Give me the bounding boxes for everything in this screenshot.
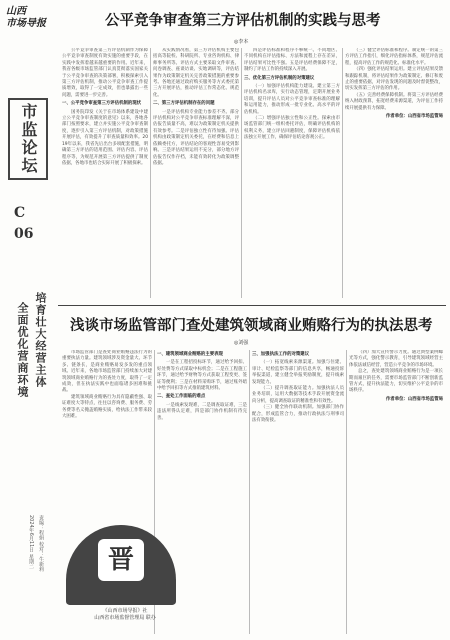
paragraph: （四）加大宣传警示力度。通过典型案例曝光等方式，强化警示教育，引导建筑领域经营主体依法诚信经营，营造公平竞争的市场环境。 <box>349 350 443 368</box>
page-credits <box>24 515 52 625</box>
article-1-column-4 <box>345 48 443 298</box>
paragraph: （一）加强评估机构能力建设。建立第三方评估机构名录库，实行动态管理，定期开展业务培训，提升评估人员对公平竞争审查标准的理解和运用能力，推动形成一批专业化、高水平的评估机构。 <box>244 84 340 115</box>
paragraph: （五）完善经费保障机制。将第三方评估经费纳入财政预算，拓宽经费来源渠道，为评估工作持续开展提供有力保障。 <box>345 92 443 111</box>
paragraph: 国务院印发《关于在市场体系建设中建立公平竞争审查制度的意见》以来，各地各部门按照要求，建立并实施公平竞争审查制度，逐步引入第三方评估机制，对政策措施开展评估，有效提升了审查质量和效率。2019年以来，我省先后出台多项配套措施，明确第三方评估的适用范围、评估内容、评估程序等，为规范开展第三方评估提供了制度依据，各地市也结合实际开展了积极探索。 <box>62 109 148 166</box>
subheading: 二、查处工作面临的难点 <box>157 394 206 400</box>
subheading: 一、建筑领域商业贿赂的主要表现 <box>157 352 223 357</box>
paragraph: 四是评估标准和程序不够统一。不同地区、不同机构在评估指标、方法和流程上存在差异，评估结果可比性不强。五是评估经费保障不足，制约了评估工作的持续深入开展。 <box>244 48 340 73</box>
paragraph: （一）拓宽线索来源渠道。加强与住建、审计、纪检监察等部门的信息共享，畅通投诉举报渠道，建立健全举报奖励制度，提升线索发现能力。 <box>252 360 344 385</box>
column-divider <box>249 350 250 634</box>
paragraph: 一是线索发现难，二是调查取证难，三是违法所得认定难，四是部门协作机制有待完善。 <box>157 402 247 421</box>
paragraph: 一是评估机构专业能力参差不齐。部分评估机构对公平竞争审查标准理解不深，评估报告质量不高，难以为政策制定机关提供有效参考。二是评估独立性有待加强。评估机构由政策制定机关委托，在经费和信息上依赖委托方，评估结论的客观性容易受到影响。三是评估结果运用不充分，部分地方评估报告仅作存档，未能有效转化为政策调整依据。 <box>153 109 239 166</box>
column-divider <box>346 350 347 634</box>
paragraph: （四）强化评估结果运用。建立评估结果反馈和跟踪机制，将评估结果作为政策制定、修订和废止的重要依据，对评估发现的问题及时督促整改，切实发挥第三方评估的作用。 <box>345 67 443 92</box>
emblem-mark: 晋 <box>107 545 134 575</box>
logo-line-2: 市场导报 <box>6 18 46 29</box>
column-divider <box>150 48 151 298</box>
credits-editors: 责编：程娟 校对：牛新莉 <box>38 515 44 572</box>
emblem-caption <box>60 608 190 622</box>
slogan-line-2: 全面优化营商环境 <box>16 302 29 398</box>
column-title: 市监论坛 <box>19 103 38 175</box>
slogan <box>10 292 50 412</box>
article-1-column-1 <box>62 48 148 298</box>
paragraph: 市场监管部门是查处商业贿赂违法行为的重要执法力量。建筑领域涉及资金量大、环节多、链条长，是商业贿赂易发多发的重点领域。近年来，各地市场监管部门持续加大对建筑领域商业贿赂行为的查处力度，取得了一定成效，但在执法实践中也面临诸多困难和挑战。 <box>62 350 152 394</box>
paragraph: （三）健全评估标准和程序。制定统一的第三方评估工作指引，细化评估指标体系，规范评估流程，提高评估工作的规范化、标准化水平。 <box>345 48 443 66</box>
article-2-column-1 <box>62 350 152 520</box>
masthead-logo <box>6 6 52 44</box>
edition-letter: C <box>14 205 26 221</box>
article-2-column-4 <box>349 350 443 634</box>
column-divider <box>342 48 343 298</box>
page-sidebar <box>0 0 54 640</box>
paragraph: 总之，查处建筑领域商业贿赂行为是一项长期而艰巨的任务，需要市场监管部门不断创新监管方式，提升执法能力，切实维护公平竞争的市场秩序。 <box>349 369 443 394</box>
article-1-column-3 <box>244 48 340 298</box>
page-number: 06 <box>14 226 34 242</box>
column-divider <box>241 48 242 298</box>
paragraph: 一是在工程招投标环节，通过给予回扣、好处费等方式谋取中标机会；二是在工程施工环节，通过给予财物等方式获取工程变更、签证等便利；三是在材料采购环节，通过账外暗中给予回扣等方式推销建筑材料。 <box>157 360 247 392</box>
emblem-caption-line-2: 山西省市场监督管理局 联办 <box>94 615 156 621</box>
subheading: 三、优化第三方评估机制的对策建议 <box>244 75 315 81</box>
emblem-caption-line-1: 《山西市场导报》社 <box>102 608 148 614</box>
author-affiliation: 作者单位：山西省市场监管局 <box>385 396 443 402</box>
article-1-column-2 <box>153 48 239 298</box>
article-2-byline: ◎刘强 <box>234 340 249 346</box>
paragraph: （二）增强评估独立性和公正性。探索由市场监管部门统一组织委托评估，明确评估机构的权利义务，建立评估回避制度，保障评估机构依法独立开展工作，确保评估结论客观公正。 <box>244 116 340 141</box>
emblem-inner <box>98 539 144 581</box>
paragraph: 公平竞争审查第三方评估机制作为保障公平竞争审查制度有效实施的重要手段，在实践中发挥着越来越重要的作用。近年来，我省各级市场监管部门认真贯彻落实国家关于公平竞争审查的决策部署，积极探索引入第三方评估机制，推动公平竞争审查工作提质增效，取得了一定成效，但也暴露出一些问题，需要进一步完善。 <box>62 48 148 98</box>
article-2-headline: 浅谈市场监管部门查处建筑领域商业贿赂行为的执法思考 <box>70 318 433 334</box>
paragraph: 建筑领域商业贿赂行为具有隐蔽性强、取证难度大等特点，往往以咨询费、服务费、劳务费等名义掩盖贿赂实质，给执法工作带来较大困难。 <box>62 394 152 420</box>
paragraph: 从实践情况看，第三方评估机构主要包括高等院校、科研院所、专业咨询机构、律师事务所等。评估方式主要采取文件审查、问卷调查、座谈访谈、实地调研等，评估结果作为政策制定机关完善政策措施的重要参考。各地还通过政府购买服务等方式委托第三方开展评估，推动评估工作常态化、规范化。 <box>153 48 239 98</box>
article-2-column-3 <box>252 350 344 634</box>
paragraph: （三）健全协作联动机制。加强部门协作配合，形成监管合力，推动行政执法与刑事司法有效衔接。 <box>252 405 344 424</box>
column-title-box <box>8 98 48 180</box>
article-1-byline: ◎李本 <box>234 39 249 45</box>
paragraph: （二）提升调查取证能力。加强执法人员业务培训，运用大数据等技术手段开展资金流向分析，提高调查取证的精准性和有效性。 <box>252 386 344 404</box>
subheading: 一、公平竞争审查第三方评估机制的现状 <box>62 101 142 107</box>
author-affiliation: 作者单位：山西省市场监管局 <box>385 114 443 120</box>
article-1-headline: 公平竞争审查第三方评估机制的实践与思考 <box>105 13 381 29</box>
credits-date: 2024年6月11日 星期二 <box>28 515 34 569</box>
section-divider <box>58 305 446 306</box>
subheading: 三、加强执法工作的对策建议 <box>252 352 310 357</box>
subheading: 二、第三方评估机制存在的问题 <box>153 101 215 107</box>
slogan-line-1: 培育壮大经营主体 <box>34 292 47 388</box>
logo-line-1: 山西 <box>6 6 26 17</box>
